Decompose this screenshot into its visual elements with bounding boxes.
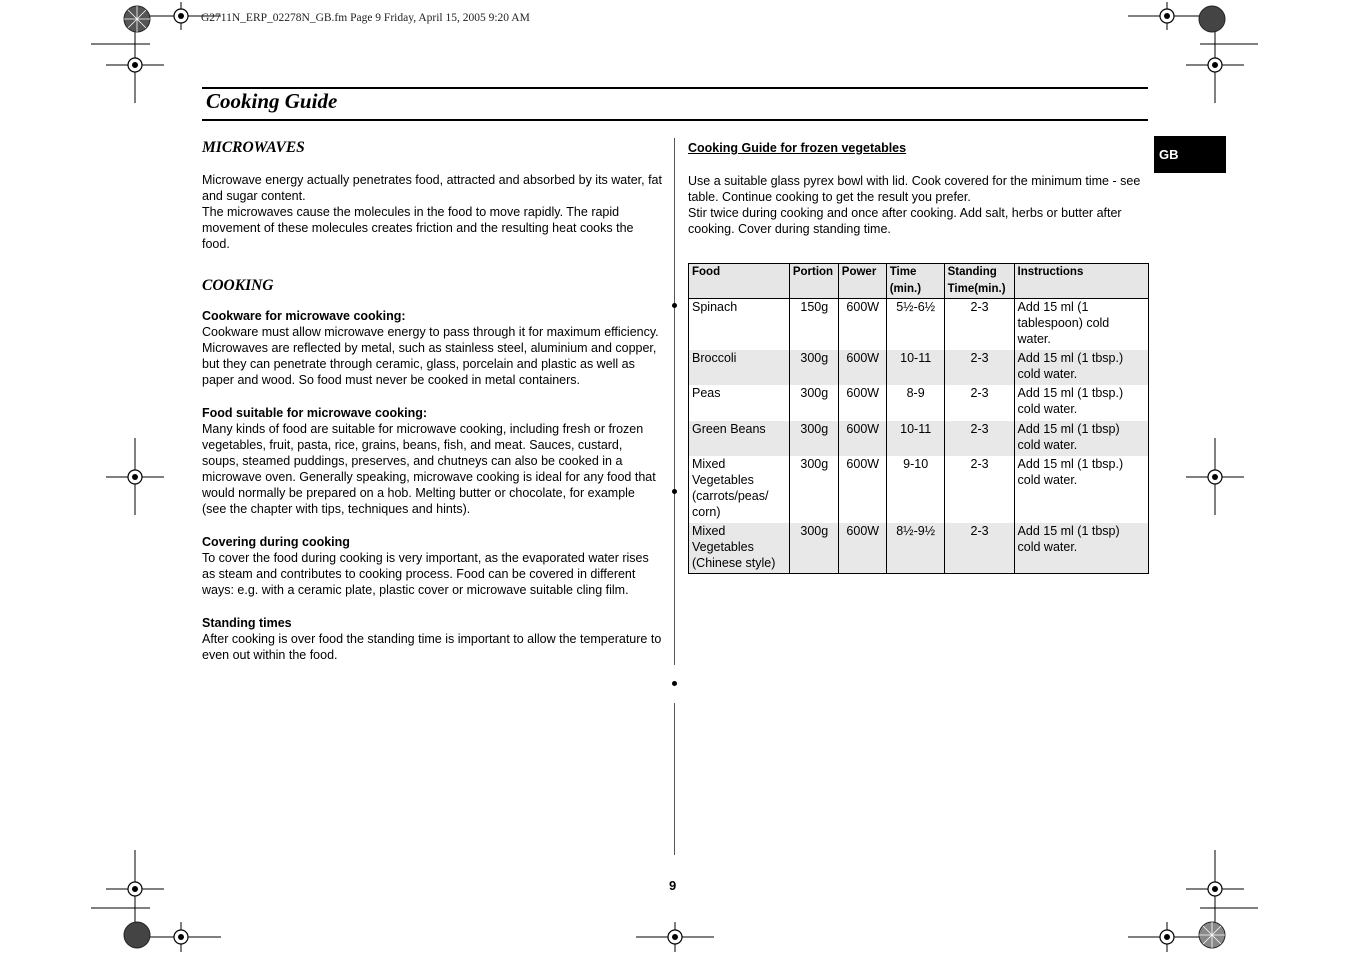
microwaves-heading: MICROWAVES — [202, 139, 305, 156]
column-header: Power — [838, 264, 886, 299]
page-number: 9 — [669, 878, 677, 893]
table-row — [689, 421, 1149, 456]
standing-cell: 2-3 — [944, 350, 1014, 385]
standing-cell: 2-3 — [944, 299, 1014, 350]
table-row — [689, 299, 1149, 350]
time-cell: 8-9 — [886, 385, 944, 421]
time-cell: 10-11 — [886, 350, 944, 385]
intro-paragraph-1: Use a suitable glass pyrex bowl with lid. Cook covered for the minimum time - see table. Continue cooking to get the result you prefer. — [688, 174, 1141, 204]
food-cell: Mixed Vegetables (Chinese style) — [689, 523, 790, 574]
instructions-cell: Add 15 ml (1 tbsp.) cold water. — [1014, 456, 1148, 523]
standing-cell: 2-3 — [944, 456, 1014, 523]
page-title: Cooking Guide — [206, 89, 338, 113]
power-cell: 600W — [838, 350, 886, 385]
frozen-vegetables-heading: Cooking Guide for frozen vegetables — [688, 141, 907, 155]
standing-cell: 2-3 — [944, 421, 1014, 456]
instructions-cell: Add 15 ml (1 tbsp.) cold water. — [1014, 385, 1148, 421]
table-row — [689, 523, 1149, 574]
microwaves-paragraph-2: The microwaves cause the molecules in the food to move rapidly. The rapid movement of these molecules creates friction and the resulting heat cooks the food. — [202, 205, 634, 251]
standing-times-text: After cooking is over food the standing time is important to allow the temperature to even out within the food. — [202, 632, 662, 662]
cookware-title: Cookware for microwave cooking: — [202, 309, 406, 323]
portion-cell: 300g — [789, 523, 838, 574]
time-cell: 8½-9½ — [886, 523, 944, 574]
time-cell: 5½-6½ — [886, 299, 944, 350]
intro-paragraph-2: Stir twice during cooking and once after cooking. Add salt, herbs or butter after cooking. Cover during standing time. — [688, 206, 1122, 236]
power-cell: 600W — [838, 523, 886, 574]
portion-cell: 300g — [789, 421, 838, 456]
instructions-cell: Add 15 ml (1 tbsp) cold water. — [1014, 523, 1148, 574]
power-cell: 600W — [838, 385, 886, 421]
portion-cell: 150g — [789, 299, 838, 350]
microwaves-paragraph-1: Microwave energy actually penetrates food, attracted and absorbed by its water, fat and sugar content. — [202, 173, 662, 203]
food-cell: Peas — [689, 385, 790, 421]
covering-text: To cover the food during cooking is very important, as the evaporated water rises as steam and contributes to cooking process. Food can be covered in different ways: e.g. with a ceramic plate, plastic cover or microwave suitable cling film. — [202, 551, 649, 597]
food-cell: Spinach — [689, 299, 790, 350]
food-suitable-title: Food suitable for microwave cooking: — [202, 406, 428, 420]
table-header-row — [689, 264, 1149, 299]
portion-cell: 300g — [789, 350, 838, 385]
portion-cell: 300g — [789, 385, 838, 421]
standing-times-title: Standing times — [202, 616, 292, 630]
column-header: Food — [689, 264, 790, 299]
column-divider-lower — [674, 703, 675, 855]
right-column — [688, 138, 1148, 237]
margin-bullet — [672, 489, 677, 494]
frozen-vegetables-table — [688, 263, 1149, 574]
food-cell: Broccoli — [689, 350, 790, 385]
column-header: Portion — [789, 264, 838, 299]
language-tab: GB — [1154, 136, 1226, 173]
food-cell: Green Beans — [689, 421, 790, 456]
food-suitable-text: Many kinds of food are suitable for microwave cooking, including fresh or frozen vegetables, fruit, pasta, rice, grains, beans, fish, and meat. Sauces, custard, soups, steamed puddings, preserves, and chutneys can also be cooked in a microwave oven. Generally speaking, microwave cooking is ideal for any food that would normally be prepared on a hob. Melting butter or chocolate, for example (see the chapter with tips, techniques and hints). — [202, 422, 656, 516]
title-bottom-rule — [202, 119, 1148, 121]
time-cell: 10-11 — [886, 421, 944, 456]
table-row — [689, 350, 1149, 385]
column-divider-upper — [674, 138, 675, 665]
column-header: Instructions — [1014, 264, 1148, 299]
covering-title: Covering during cooking — [202, 535, 350, 549]
margin-bullet — [672, 681, 677, 686]
instructions-cell: Add 15 ml (1 tbsp) cold water. — [1014, 421, 1148, 456]
standing-cell: 2-3 — [944, 523, 1014, 574]
column-header: Standing Time(min.) — [944, 264, 1014, 299]
power-cell: 600W — [838, 456, 886, 523]
cookware-text: Cookware must allow microwave energy to pass through it for maximum efficiency. Microwaves are reflected by metal, such as stainless steel, aluminium and copper, but they can penetrate through ceramic, glass, porcelain and plastic as well as paper and wood. So food must never be cooked in metal containers. — [202, 325, 659, 387]
portion-cell: 300g — [789, 456, 838, 523]
margin-bullet — [672, 303, 677, 308]
standing-cell: 2-3 — [944, 385, 1014, 421]
table-row — [689, 456, 1149, 523]
title-top-rule — [202, 87, 1148, 89]
left-column — [202, 138, 662, 663]
table-row — [689, 385, 1149, 421]
power-cell: 600W — [838, 299, 886, 350]
instructions-cell: Add 15 ml (1 tbsp.) cold water. — [1014, 350, 1148, 385]
power-cell: 600W — [838, 421, 886, 456]
file-info-header: G2711N_ERP_02278N_GB.fm Page 9 Friday, April 15, 2005 9:20 AM — [201, 12, 530, 24]
cooking-heading: COOKING — [202, 277, 274, 294]
food-cell: Mixed Vegetables (carrots/peas/ corn) — [689, 456, 790, 523]
column-header: Time (min.) — [886, 264, 944, 299]
instructions-cell: Add 15 ml (1 tablespoon) cold water. — [1014, 299, 1148, 350]
time-cell: 9-10 — [886, 456, 944, 523]
